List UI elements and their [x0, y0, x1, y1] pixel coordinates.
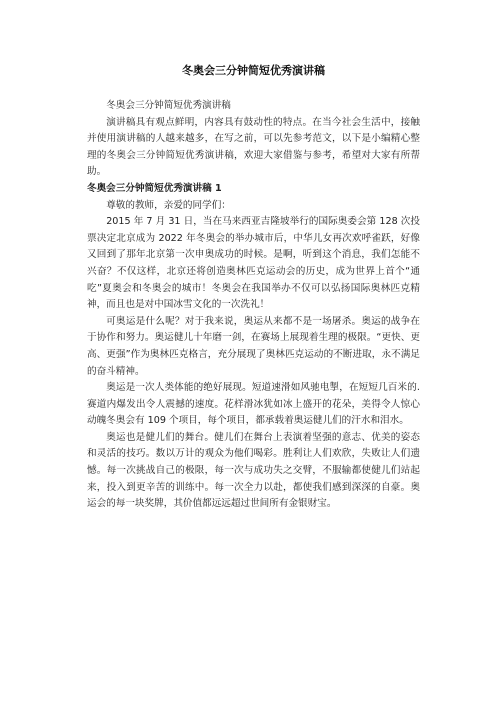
- paragraph-subtitle: 冬奥会三分钟简短优秀演讲稿: [106, 100, 231, 111]
- paragraph-body-2: 可奥运是什么呢？对于我来说，奥运从来都不是一场屠杀。奥运的战争在于协作和努力。奥运健儿十年磨一剑，在赛场上展现着生理的极限。“更快、更高、更强”作为奥林匹克格言，充分展现了奥林匹克运动的不断进取，永不满足的奋斗精神。: [87, 315, 420, 377]
- paragraph-body-3: 奥运是一次人类体能的绝好展现。短道速滑如风驰电掣，在短短几百米的.赛道内爆发出令人震撼的速度。花样滑冰犹如冰上盛开的花朵，美得令人惊心动魄冬奥会有 109 个项目，每个项目，都承载着奥运健儿们的汗水和泪水。: [87, 382, 420, 427]
- paragraph-salutation: 尊敬的教师，亲爱的同学们：: [106, 199, 231, 211]
- paragraph-body-1: 2015 年 7 月 31 日，当在马来西亚吉隆坡举行的国际奥委会第 128 次投票决定北京成为 2022 年冬奥会的举办城市后，中华儿女再次欢呼雀跃，好像又回到了那年北京第一次申奥成功的时候。是啊，听到这个消息，我们怎能不兴奋？不仅这样，北京还将创造奥林匹克运动会的历史，成为世界上首个“通吃”夏奥会和冬奥会的城市！冬奥会在我国举办不仅可以弘扬国际奥林匹克精神，而且也是对中国冰雪文化的一次洗礼！: [87, 216, 420, 311]
- document-body: [87, 98, 420, 513]
- paragraph-body-4: 奥运也是健儿们的舞台。健儿们在舞台上表演着坚强的意志、优美的姿态和灵活的技巧。数以万计的观众为他们喝彩。胜利让人们欢欣，失败让人们遗憾。每一次挑战自己的极限，每一次与成功失之交臂，不服输都使健儿们站起来，投入到更辛苦的训练中。每一次全力以赴，都使我们感到深深的自豪。奥运会的每一块奖牌，其价值都远远超过世间所有金银财宝。: [87, 431, 420, 510]
- paragraph-intro: 演讲稿具有观点鲜明，内容具有鼓动性的特点。在当今社会生活中，接触并使用演讲稿的人越来越多，在写之前，可以先参考范文，以下是小编精心整理的冬奥会三分钟简短优秀演讲稿，欢迎大家借鉴与参考，希望对大家有所帮助。: [87, 116, 420, 178]
- section-heading: 冬奥会三分钟简短优秀演讲稿 1: [87, 182, 222, 194]
- document-title: 冬奥会三分钟简短优秀演讲稿: [182, 64, 325, 77]
